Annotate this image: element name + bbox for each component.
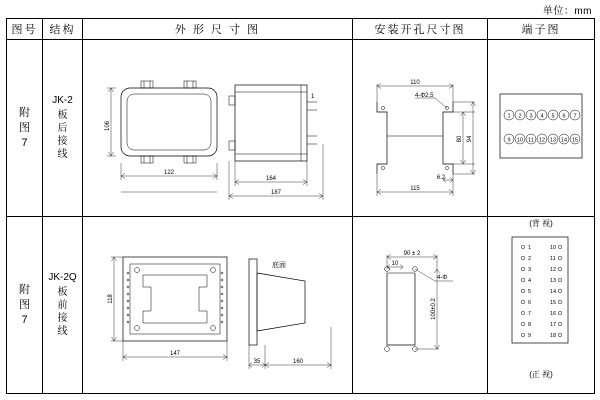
- terminal-diagram-1: [488, 40, 594, 228]
- dim-mount-height-2: 100±0.2: [431, 298, 437, 320]
- dim-side-depth-2: 160: [292, 359, 304, 365]
- cell-terminal-1: [488, 40, 595, 228]
- header-fig-no: 图号: [7, 19, 43, 40]
- structure-desc-2: 板前接线: [57, 287, 68, 337]
- dim-mount-offset-2: 10: [391, 261, 399, 267]
- model-label-1: JK-2: [52, 95, 73, 106]
- dim-side-total-1: 187: [270, 190, 282, 196]
- terminal-row-2: [504, 134, 580, 144]
- svg-text:2: 2: [528, 256, 532, 262]
- dim-mount-width-bottom-1: 115: [410, 186, 420, 192]
- svg-text:8: 8: [528, 322, 532, 328]
- hole-spec-1: 4-Φ2.5: [415, 93, 434, 99]
- svg-text:7: 7: [573, 113, 577, 120]
- dim-front-width-2: 147: [169, 351, 181, 357]
- dim-mount-width-top-2: 90 ± 2: [403, 251, 421, 257]
- svg-text:1: 1: [507, 113, 511, 120]
- fig-no-label-2: 附图7: [19, 283, 30, 326]
- cell-structure-1: [43, 40, 83, 217]
- svg-text:12: 12: [550, 267, 557, 273]
- table-header-row: [7, 19, 595, 40]
- outline-drawing-2: [83, 217, 352, 393]
- dim-front-height-2: 118: [108, 294, 114, 304]
- dim-mount-h-outer-1: 94: [467, 135, 473, 143]
- header-structure: 结构: [43, 19, 83, 40]
- mounting-drawing-1: [353, 40, 487, 216]
- svg-text:7: 7: [528, 311, 532, 317]
- svg-text:14: 14: [560, 137, 568, 144]
- structure-desc-1: 板后接线: [57, 110, 68, 160]
- cell-outline-1: [83, 40, 353, 217]
- table-row: [7, 40, 595, 217]
- header-mounting: 安装开孔尺寸图: [353, 19, 488, 40]
- svg-text:11: 11: [550, 256, 556, 262]
- svg-text:3: 3: [529, 113, 533, 120]
- outline-drawing-1: [83, 40, 352, 216]
- model-label-2: JK-2Q: [48, 272, 77, 283]
- lead-label-1: 1: [311, 94, 315, 100]
- terminal-view-label-2: (正 视): [529, 370, 553, 379]
- dim-side-depth-1: 164: [265, 176, 277, 182]
- terminal-diagram-2: [488, 217, 594, 393]
- svg-text:16: 16: [550, 311, 557, 317]
- svg-text:13: 13: [549, 137, 557, 144]
- cell-terminal-2: [488, 217, 595, 394]
- panel-note-2: 底面: [272, 262, 286, 269]
- dim-mount-width-top-1: 110: [410, 80, 420, 86]
- svg-text:10: 10: [550, 245, 557, 251]
- cell-structure-2: [43, 217, 83, 394]
- svg-text:4: 4: [528, 278, 532, 284]
- dim-mount-small-1: 6.2: [436, 175, 446, 181]
- svg-text:4: 4: [540, 113, 544, 120]
- svg-text:3: 3: [528, 267, 532, 273]
- svg-text:13: 13: [550, 278, 557, 284]
- cell-outline-2: [83, 217, 353, 394]
- svg-text:5: 5: [528, 289, 532, 295]
- header-outline: 外 形 尺 寸 图: [83, 19, 353, 40]
- cell-mounting-2: [353, 217, 488, 394]
- svg-text:2: 2: [518, 113, 522, 120]
- terminal-right-column: [550, 245, 562, 339]
- hole-spec-2: 4-Φ: [437, 275, 448, 281]
- mounting-drawing-2: [353, 217, 487, 393]
- svg-text:1: 1: [528, 245, 532, 251]
- svg-text:12: 12: [538, 137, 546, 144]
- cell-fig-no-2: [7, 217, 43, 394]
- svg-text:15: 15: [571, 137, 579, 144]
- svg-text:17: 17: [550, 322, 557, 328]
- svg-text:9: 9: [528, 333, 532, 339]
- svg-text:18: 18: [550, 333, 557, 339]
- unit-note: 单位：mm: [542, 6, 592, 17]
- dim-front-width-inner-1: 122: [163, 170, 175, 176]
- fig-no-label-1: 附图7: [19, 106, 30, 149]
- svg-text:10: 10: [516, 137, 524, 144]
- header-terminal: 端子图: [488, 19, 595, 40]
- dim-mount-h-inner-1: 80: [457, 135, 463, 143]
- cell-mounting-1: [353, 40, 488, 217]
- dimension-table: [6, 18, 595, 394]
- svg-text:15: 15: [550, 300, 557, 306]
- terminal-row-1: [504, 110, 580, 120]
- cell-fig-no-1: [7, 40, 43, 217]
- terminal-left-column: [521, 245, 531, 339]
- dim-front-height-1: 106: [105, 120, 111, 132]
- svg-text:6: 6: [528, 300, 532, 306]
- svg-text:11: 11: [528, 137, 534, 144]
- terminal-view-label-1: (背 视): [529, 219, 553, 228]
- dim-side-flange-2: 35: [253, 359, 261, 365]
- svg-text:14: 14: [550, 289, 557, 295]
- svg-text:6: 6: [562, 113, 566, 120]
- svg-text:9: 9: [507, 137, 511, 144]
- svg-text:5: 5: [551, 113, 555, 120]
- table-row: [7, 217, 595, 394]
